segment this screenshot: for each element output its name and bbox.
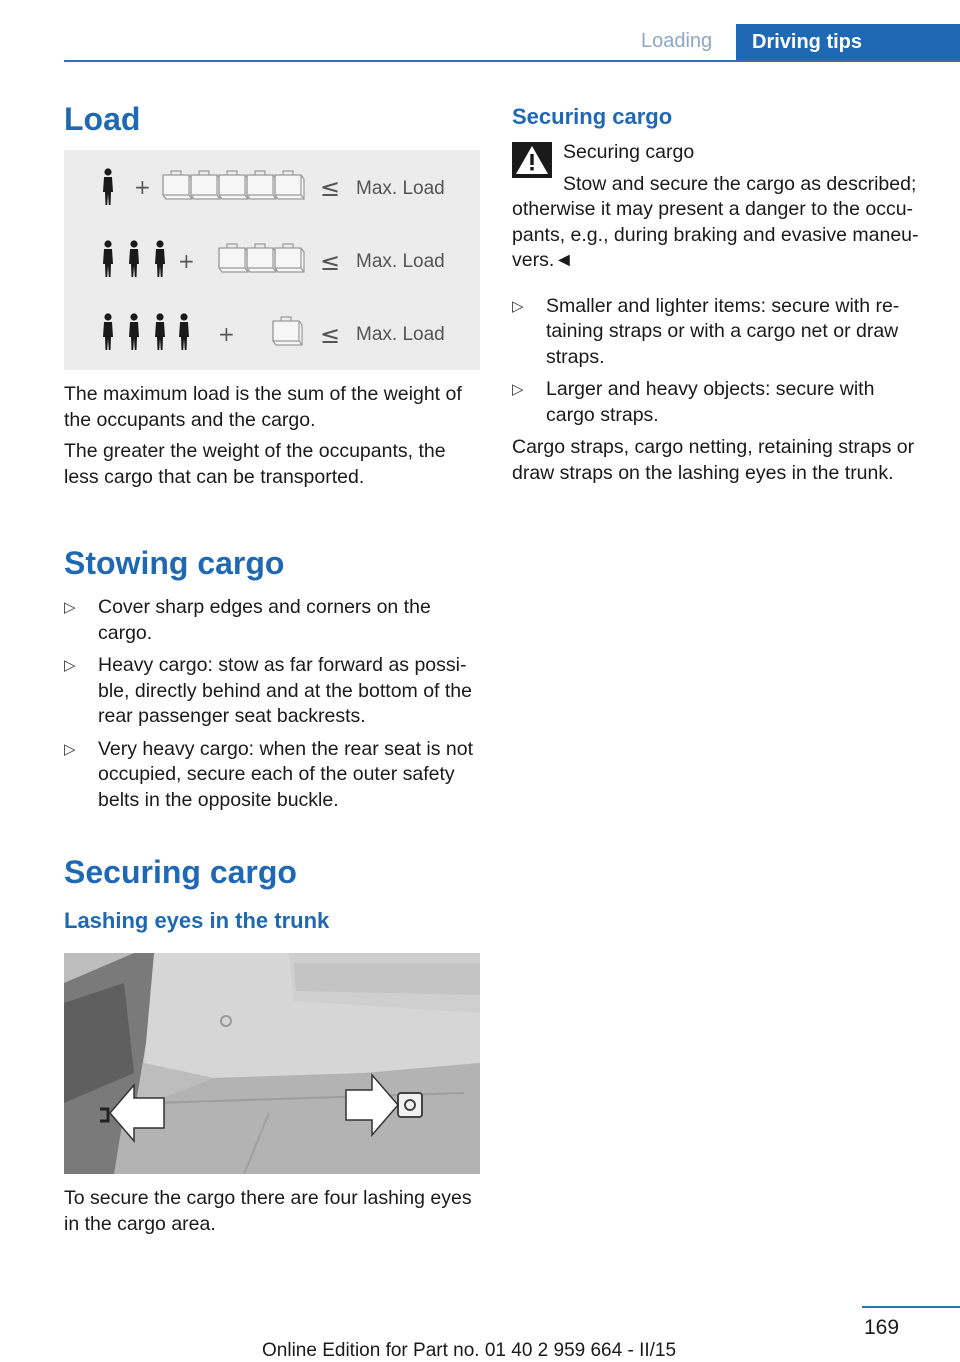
warning-triangle-icon: [512, 142, 552, 178]
svg-text:≤: ≤: [320, 174, 341, 202]
max-load-illustration: [64, 150, 480, 370]
list-item: ▷ Very heavy cargo: when the rear seat is not occupied, secure each of the outer safety belts in the opposite buckle.: [64, 737, 474, 811]
svg-text:+: +: [134, 175, 151, 199]
securing-section: [64, 855, 480, 934]
list-item: ▷ Heavy cargo: stow as far forward as possi‐ble, directly behind and at the bottom of the rear passenger seat backrests.: [64, 654, 472, 728]
trunk-photo: [64, 953, 480, 1174]
trunk-caption: To secure the cargo there are four lashing eyes in the cargo area.: [64, 1187, 472, 1235]
warning-text-first-line: Stow and secure the cargo as described;: [563, 172, 917, 195]
triangle-bullet-icon: ▷: [64, 740, 76, 758]
max-load-figure: [64, 150, 480, 370]
footer-rule: [862, 1306, 960, 1308]
max-load-label-2: Max. Load: [356, 251, 445, 272]
stowing-list: [64, 595, 480, 813]
load-title: Load: [64, 101, 141, 137]
header-rule: [64, 60, 960, 62]
svg-text:≤: ≤: [320, 321, 341, 349]
max-load-label-1: Max. Load: [356, 178, 445, 199]
right-securing-section: [512, 104, 928, 486]
stowing-section: [64, 546, 480, 820]
list-item: ▷ Larger and heavy objects: secure with cargo straps.: [512, 378, 875, 426]
svg-text:+: +: [218, 322, 235, 346]
lashing-eyes-subtitle: Lashing eyes in the trunk: [64, 908, 330, 934]
load-para-2: The greater the weight of the occupants, the less cargo that can be transported.: [64, 440, 446, 488]
svg-text:+: +: [178, 249, 195, 273]
warning-box: [512, 140, 928, 274]
triangle-bullet-icon: ▷: [64, 657, 76, 675]
page-number: 169: [864, 1316, 900, 1339]
warning-text: otherwise it may present a danger to the occu‐pants, e.g., during braking and evasive maneu‐vers.◄: [512, 198, 919, 271]
load-para-1: The maximum load is the sum of the weight of the occupants and the cargo.: [64, 383, 462, 431]
triangle-bullet-icon: ▷: [512, 297, 524, 315]
trunk-illustration: [64, 953, 480, 1174]
max-load-label-3: Max. Load: [356, 324, 445, 345]
securing-list: [512, 294, 928, 429]
triangle-bullet-icon: ▷: [64, 599, 76, 617]
triangle-bullet-icon: ▷: [512, 381, 524, 398]
warning-title: Securing cargo: [563, 141, 695, 163]
header-section-label: Loading: [641, 30, 713, 52]
right-securing-title: Securing cargo: [512, 104, 673, 129]
load-text: [64, 382, 480, 496]
securing-title: Securing cargo: [64, 854, 297, 890]
header-chapter-tab: Driving tips: [736, 24, 960, 62]
edition-note: Online Edition for Part no. 01 40 2 959 664 - II/15: [262, 1340, 677, 1361]
load-section: [64, 102, 480, 137]
svg-text:≤: ≤: [320, 248, 341, 276]
securing-para: Cargo straps, cargo netting, retaining straps or draw straps on the lashing eyes in the trunk.: [512, 436, 915, 484]
list-item: ▷ Smaller and lighter items: secure with re‐taining straps or with a cargo net or draw straps.: [512, 294, 900, 368]
stowing-title: Stowing cargo: [64, 545, 285, 581]
list-item: ▷ Cover sharp edges and corners on the cargo.: [64, 596, 431, 644]
